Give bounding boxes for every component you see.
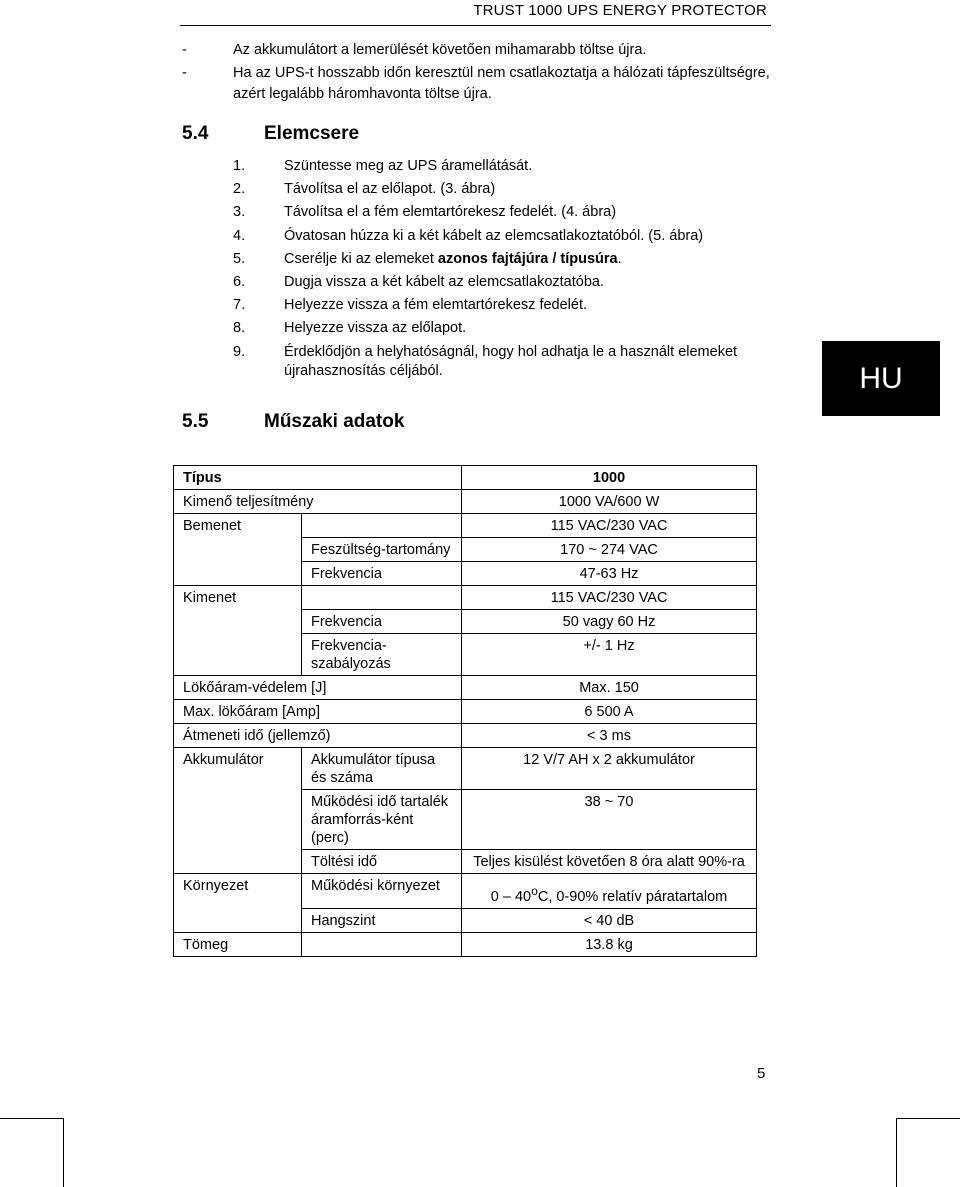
bullet-dash: -	[182, 65, 187, 81]
section-title: Elemcsere	[264, 123, 360, 144]
row-sublabel: Működési környezet	[302, 874, 462, 909]
row-value: 170 ~ 274 VAC	[462, 538, 757, 562]
row-sublabel	[302, 514, 462, 538]
list-item	[180, 63, 770, 105]
group-label: Akkumulátor	[174, 748, 302, 874]
step-text-end: .	[617, 250, 622, 267]
group-label: Bemenet	[174, 514, 302, 586]
step-number: 2.	[233, 181, 246, 198]
table-row	[174, 932, 757, 956]
section-heading-5-4	[182, 123, 359, 145]
table-row	[174, 676, 757, 700]
row-value: +/- 1 Hz	[462, 634, 757, 676]
step-number: 5.	[233, 250, 246, 267]
row-sublabel	[302, 586, 462, 610]
table-row	[174, 466, 757, 490]
step-number: 9.	[233, 343, 246, 360]
table-header-label: Típus	[174, 466, 462, 490]
row-value: 115 VAC/230 VAC	[462, 586, 757, 610]
list-item	[233, 273, 773, 292]
row-value: 50 vagy 60 Hz	[462, 610, 757, 634]
row-label: Max. lökőáram [Amp]	[174, 700, 462, 724]
crop-mark	[896, 1118, 960, 1119]
section-heading-5-5	[182, 411, 404, 433]
list-item	[233, 157, 773, 176]
bullet-text: Ha az UPS-t hosszabb időn keresztül nem csatlakoztatja a hálózati tápfeszültségre, azért legalább háromhavonta töltse újra.	[233, 65, 770, 102]
row-sublabel: Feszültség-tartomány	[302, 538, 462, 562]
bullet-text: Az akkumulátort a lemerülését követően mihamarabb töltse újra.	[233, 42, 647, 58]
value-part: C, 0-90% relatív páratartalom	[537, 888, 728, 905]
header-rule	[180, 25, 771, 26]
step-text: Szüntesse meg az UPS áramellátását.	[284, 158, 533, 174]
row-sublabel: Frekvencia	[302, 562, 462, 586]
step-text: Távolítsa el a fém elemtartórekesz fedelét. (4. ábra)	[284, 204, 617, 221]
row-value: Teljes kisülést követően 8 óra alatt 90%-ra	[462, 850, 757, 874]
page-number: 5	[757, 1065, 766, 1082]
battery-replacement-steps	[233, 157, 773, 385]
bullet-dash: -	[182, 42, 187, 58]
row-value: 13.8 kg	[462, 932, 757, 956]
table-row	[174, 700, 757, 724]
table-row	[174, 874, 757, 909]
step-bold-text: azonos fajtájúra / típusúra	[437, 250, 618, 267]
list-item	[233, 180, 773, 199]
list-item	[233, 203, 773, 222]
crop-mark	[0, 1118, 63, 1119]
list-item	[233, 250, 773, 269]
step-text: Dugja vissza a két kábelt az elemcsatlakoztatóba.	[284, 273, 604, 290]
table-row	[174, 490, 757, 514]
list-item	[180, 40, 770, 61]
group-label: Tömeg	[174, 932, 302, 956]
row-value: 1000 VA/600 W	[462, 490, 757, 514]
step-text: Helyezze vissza az előlapot.	[284, 320, 467, 337]
row-value: < 3 ms	[462, 724, 757, 748]
step-number: 3.	[233, 204, 246, 221]
row-value: 115 VAC/230 VAC	[462, 514, 757, 538]
row-sublabel: Frekvencia	[302, 610, 462, 634]
step-text: Helyezze vissza a fém elemtartórekesz fedelét.	[284, 297, 588, 314]
list-item	[233, 343, 773, 381]
list-item	[233, 319, 773, 338]
crop-mark	[63, 1118, 64, 1187]
table-row	[174, 586, 757, 610]
step-number: 8.	[233, 320, 246, 337]
step-number: 4.	[233, 227, 246, 244]
battery-notes-list	[180, 40, 770, 107]
step-number: 7.	[233, 297, 246, 314]
row-sublabel: Hangszint	[302, 908, 462, 932]
row-label: Átmeneti idő (jellemző)	[174, 724, 462, 748]
crop-mark	[896, 1118, 897, 1187]
group-label: Környezet	[174, 874, 302, 933]
step-text: Érdeklődjön a helyhatóságnál, hogy hol adhatja le a használt elemeket újrahasznosítás céljából.	[284, 343, 738, 379]
value-part: 0 – 40	[490, 888, 532, 905]
technical-data-table	[173, 465, 757, 957]
section-number: 5.4	[182, 123, 209, 144]
row-value: 47-63 Hz	[462, 562, 757, 586]
table-row	[174, 748, 757, 790]
row-value: 6 500 A	[462, 700, 757, 724]
table-row	[174, 514, 757, 538]
step-text: Cserélje ki az elemeket	[284, 250, 438, 267]
step-number: 1.	[233, 158, 246, 174]
language-badge: HU	[822, 341, 940, 416]
group-label: Kimenet	[174, 586, 302, 676]
list-item	[233, 227, 773, 246]
row-sublabel: Töltési idő	[302, 850, 462, 874]
list-item	[233, 296, 773, 315]
degree-symbol: o	[531, 884, 538, 898]
step-text: Távolítsa el az előlapot. (3. ábra)	[284, 181, 496, 198]
page-header-title: TRUST 1000 UPS ENERGY PROTECTOR	[473, 2, 767, 19]
step-number: 6.	[233, 273, 246, 290]
row-sublabel	[302, 932, 462, 956]
table-header-value: 1000	[462, 466, 757, 490]
row-value: Max. 150	[462, 676, 757, 700]
section-title: Műszaki adatok	[264, 411, 405, 432]
row-sublabel: Frekvencia-szabályozás	[302, 634, 462, 676]
row-label: Lökőáram-védelem [J]	[174, 676, 462, 700]
row-sublabel: Működési idő tartalék áramforrás-ként (perc)	[302, 790, 462, 850]
step-text: Óvatosan húzza ki a két kábelt az elemcsatlakoztatóból. (5. ábra)	[284, 227, 704, 244]
row-value: 12 V/7 AH x 2 akkumulátor	[462, 748, 757, 790]
row-sublabel: Akkumulátor típusa és száma	[302, 748, 462, 790]
table-row	[174, 724, 757, 748]
row-value	[462, 874, 757, 909]
row-label: Kimenő teljesítmény	[174, 490, 462, 514]
row-value: < 40 dB	[462, 908, 757, 932]
section-number: 5.5	[182, 411, 209, 432]
row-value: 38 ~ 70	[462, 790, 757, 850]
